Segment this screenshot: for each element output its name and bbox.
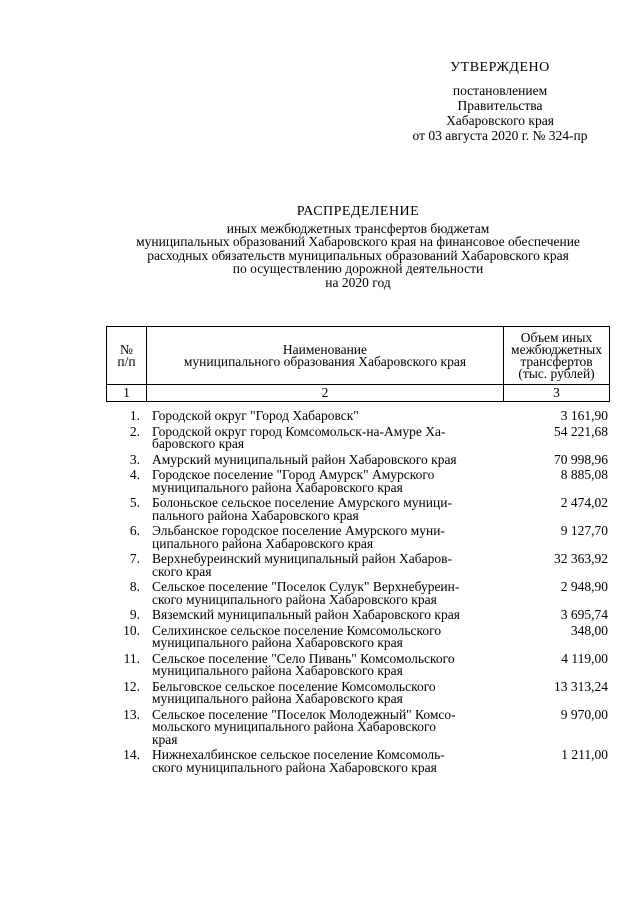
column-number: 2 xyxy=(146,385,503,402)
approval-heading: УТВЕРЖДЕНО xyxy=(450,60,550,75)
table-row xyxy=(106,706,610,747)
row-municipality-name xyxy=(140,609,512,622)
row-amount: 9 970,00 xyxy=(560,706,608,722)
row-municipality-name xyxy=(140,706,512,747)
header-amount-label: (тыс. рублей) xyxy=(518,365,595,381)
row-name-line: ципального района Хабаровского края xyxy=(152,535,374,551)
header-amount-label: Объем иных xyxy=(520,329,593,345)
row-amount: 9 127,70 xyxy=(560,523,608,538)
table-row xyxy=(106,525,610,550)
table-row xyxy=(106,650,610,678)
row-municipality-name xyxy=(140,553,512,578)
row-name-line: Нижнехалбинское сельское поселение Комсомоль- xyxy=(152,747,445,762)
table-row xyxy=(106,678,610,706)
row-number: 8. xyxy=(129,579,140,594)
row-name-line: Верхнебуреинский муниципальный район Хабаров- xyxy=(152,551,452,566)
title-line: муниципальных образований Хабаровского края на финансовое обеспечение xyxy=(136,234,580,249)
header-num-cell xyxy=(107,327,147,385)
title-line: по осуществлению дорожной деятельности xyxy=(232,261,484,276)
row-amount: 4 119,00 xyxy=(561,650,608,666)
row-name-line: Городской округ город Комсомольск-на-Амуре Ха- xyxy=(152,423,446,439)
header-amount-cell xyxy=(504,327,610,385)
row-name-line: мольского муниципального района Хабаровского xyxy=(152,719,436,734)
row-municipality-name xyxy=(140,525,512,550)
approval-date-line: от 03 августа 2020 г. № 324-пр xyxy=(412,128,588,143)
row-municipality-name xyxy=(140,749,512,774)
document-title xyxy=(80,205,636,289)
title-line: расходных обязательств муниципальных образований Хабаровского края xyxy=(147,247,569,263)
row-number: 14. xyxy=(123,747,140,762)
table-row xyxy=(106,469,610,494)
approval-line: Правительства xyxy=(457,98,543,113)
column-number: 3 xyxy=(504,385,610,402)
row-name-line: баровского края xyxy=(152,436,245,451)
row-municipality-name xyxy=(140,410,512,423)
row-number: 7. xyxy=(129,551,140,566)
column-number: 1 xyxy=(107,385,147,402)
row-name-line: края xyxy=(152,731,178,747)
title-line: на 2020 год xyxy=(325,274,391,290)
row-name-line: Болоньское сельское поселение Амурского муници- xyxy=(152,495,452,510)
row-number: 5. xyxy=(129,495,140,510)
row-number: 12. xyxy=(123,678,140,694)
row-number: 11. xyxy=(123,650,140,666)
title-line: иных межбюджетных трансфертов бюджетам xyxy=(226,220,490,236)
table-row xyxy=(106,497,610,522)
row-amount: 348,00 xyxy=(570,622,608,638)
approval-line: Хабаровского края xyxy=(446,113,554,128)
header-name-label: муниципального образования Хабаровского края xyxy=(183,353,467,369)
row-municipality-name xyxy=(140,423,512,451)
table-row xyxy=(106,581,610,606)
table-body xyxy=(106,410,610,777)
table-row xyxy=(106,423,610,451)
table-row xyxy=(106,609,610,622)
row-number: 4. xyxy=(129,467,140,482)
header-amount-label: межбюджетных xyxy=(511,341,602,357)
header-name-label: Наименование xyxy=(282,341,368,357)
row-name-line: Селихинское сельское поселение Комсомольского xyxy=(152,622,442,638)
row-amount: 1 211,00 xyxy=(561,747,608,762)
row-name-line: муниципального района Хабаровского края xyxy=(152,663,403,678)
row-municipality-name xyxy=(140,581,512,606)
header-num-label: п/п xyxy=(117,353,136,369)
row-municipality-name xyxy=(140,622,512,650)
row-number: 3. xyxy=(129,451,140,467)
approval-stamp xyxy=(390,60,610,143)
header-amount-label: трансфертов xyxy=(520,353,593,369)
row-name-line: Амурский муниципальный район Хабаровского края xyxy=(152,451,457,467)
row-amount: 32 363,92 xyxy=(554,551,608,566)
row-name-line: Городской округ "Город Хабаровск" xyxy=(152,408,359,423)
row-name-line: Бельговское сельское поселение Комсомольского xyxy=(152,678,436,694)
row-number: 13. xyxy=(123,706,140,722)
row-municipality-name xyxy=(140,451,512,467)
row-municipality-name xyxy=(140,469,512,494)
approval-line: постановлением xyxy=(452,83,548,98)
row-amount: 2 474,02 xyxy=(560,495,608,510)
row-number: 6. xyxy=(129,523,140,538)
row-amount: 3 695,74 xyxy=(560,607,608,622)
table-row xyxy=(106,749,610,774)
row-name-line: Сельское поселение "Село Пивань" Комсомольского xyxy=(152,650,455,666)
row-amount: 8 885,08 xyxy=(560,467,608,482)
row-name-line: Эльбанское городское поселение Амурского муни- xyxy=(152,523,445,538)
row-name-line: ского края xyxy=(152,563,212,579)
row-number: 1. xyxy=(129,408,140,423)
header-name-cell xyxy=(146,327,503,385)
row-name-line: Сельское поселение "Поселок Молодежный" Комсо- xyxy=(152,706,456,722)
row-number: 2. xyxy=(129,423,140,439)
row-municipality-name xyxy=(140,497,512,522)
row-amount: 3 161,90 xyxy=(560,408,608,423)
table-row xyxy=(106,451,610,467)
table-row xyxy=(106,553,610,578)
row-number: 9. xyxy=(129,607,140,622)
row-amount: 70 998,96 xyxy=(554,451,608,467)
row-municipality-name xyxy=(140,678,512,706)
row-name-line: ского муниципального района Хабаровского края xyxy=(152,591,437,607)
row-municipality-name xyxy=(140,650,512,678)
row-name-line: Городское поселение "Город Амурск" Амурского xyxy=(152,467,435,482)
row-amount: 2 948,90 xyxy=(560,579,608,594)
row-name-line: Сельское поселение "Поселок Сулук" Верхнебуреин- xyxy=(152,579,460,594)
row-amount: 54 221,68 xyxy=(554,423,608,439)
table-row xyxy=(106,622,610,650)
header-num-label: № xyxy=(120,341,133,357)
table-header xyxy=(106,326,610,402)
row-amount: 13 313,24 xyxy=(554,678,608,694)
row-name-line: Вяземский муниципальный район Хабаровского края xyxy=(152,607,460,622)
row-name-line: муниципального района Хабаровского края xyxy=(152,691,403,706)
row-name-line: ского муниципального района Хабаровского края xyxy=(152,759,437,775)
table-row xyxy=(106,410,610,423)
row-number: 10. xyxy=(123,622,140,638)
title-main: РАСПРЕДЕЛЕНИЕ xyxy=(296,204,420,219)
row-name-line: муниципального района Хабаровского края xyxy=(152,635,403,650)
row-name-line: пального района Хабаровского края xyxy=(152,507,359,523)
row-name-line: муниципального района Хабаровского края xyxy=(152,479,403,495)
